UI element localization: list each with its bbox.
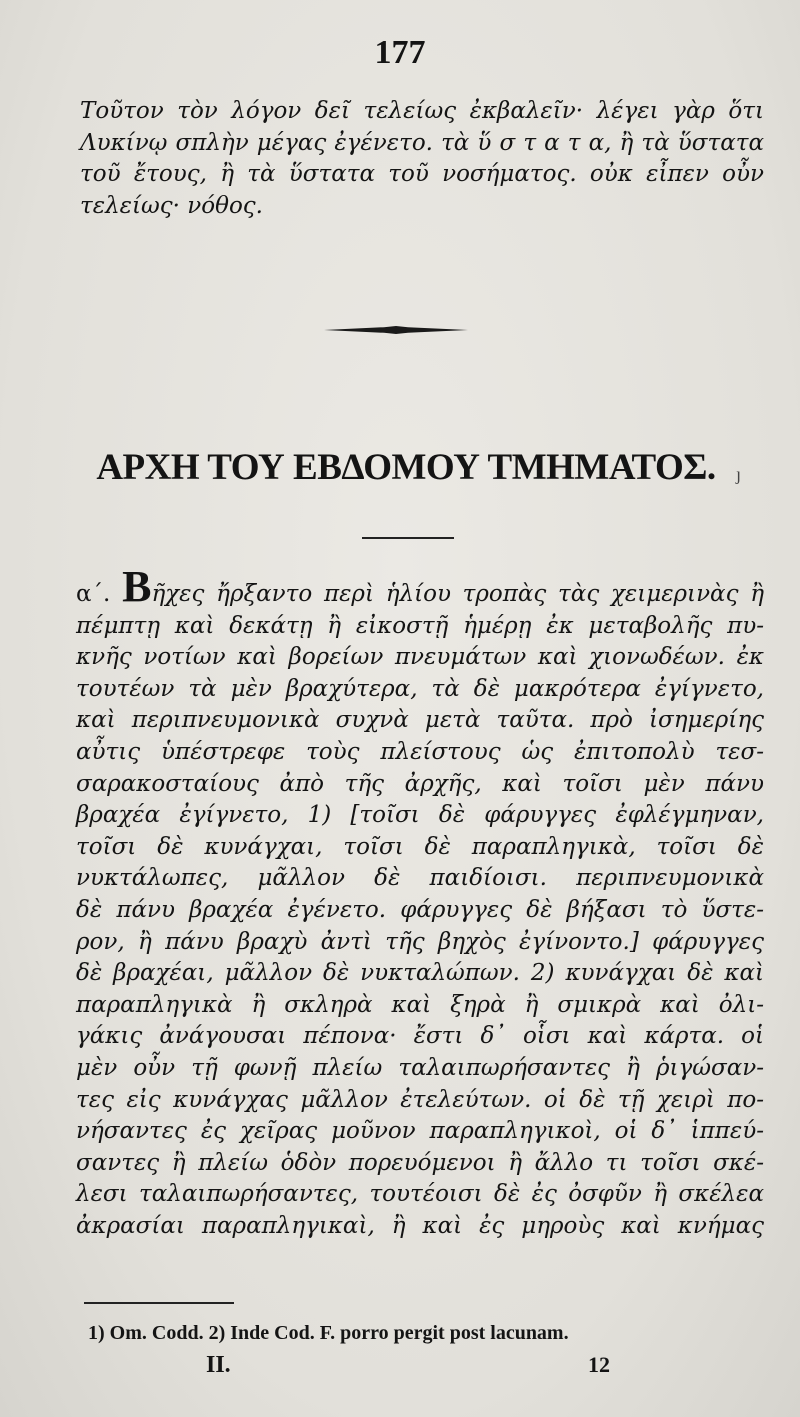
intro-line: Λυκίνῳ σπλὴν μέγας ἐγένετο. τὰ ὕ σ τ α τ α, ἢ τὰ ὕστατα: [80, 129, 764, 156]
drop-cap: Β: [122, 562, 152, 611]
first-line-text: ῆχες ἤρξαντο περὶ ἡλίου τροπὰς τὰς χειμερινὰς ἢ: [151, 581, 765, 607]
main-line: κνῆς νοτίων καὶ βορείων πνευμάτων καὶ χιονωδέων. ἐκ: [76, 644, 764, 671]
footnote-rule: [84, 1302, 234, 1304]
main-line: αὖτις ὑπέστρεφε τοὺς πλείστους ὡς ἐπιτοπολὺ τεσ-: [76, 738, 764, 765]
section-heading: ΑΡΧΗ ΤΟΥ ΕΒΔΟΜΟΥ ΤΜΗΜΑΤΟΣ.: [96, 447, 716, 488]
main-line: σαρακοσταίους ἀπὸ τῆς ἀρχῆς, καὶ τοῖσι μὲν πάνυ: [76, 770, 764, 797]
footnote: 1) Om. Codd. 2) Inde Cod. F. porro pergit post lacunam.: [88, 1322, 569, 1344]
page-number: 177: [374, 34, 426, 71]
intro-paragraph: [80, 96, 764, 222]
divider-ornament: [324, 326, 468, 334]
paragraph-number: α΄.: [76, 581, 111, 607]
intro-line: τοῦ ἔτους, ἢ τὰ ὕστατα τοῦ νοσήματος. οὐκ εἶπεν οὖν: [80, 161, 764, 187]
heading-rule: [362, 537, 454, 539]
main-line: μὲν οὖν τῇ φωνῇ πλείω ταλαιπωρήσαντες ἢ ῥιγώσαν-: [76, 1054, 764, 1081]
signature-mark: II.: [206, 1352, 231, 1378]
main-line: καὶ περιπνευμονικὰ συχνὰ μετὰ ταῦτα. πρὸ ἰσημερίης: [76, 707, 764, 734]
main-line: τουτέων τὰ μὲν βραχύτερα, τὰ δὲ μακρότερα ἐγίγνετο,: [76, 675, 764, 702]
catchword: 12: [588, 1352, 610, 1377]
main-paragraph: [76, 562, 765, 1242]
main-line: νυκτάλωπες, μᾶλλον δὲ παιδίοισι. περιπνευμονικὰ: [76, 865, 764, 892]
main-line: τοῖσι δὲ κυνάγχαι, τοῖσι δὲ παραπληγικὰ, τοῖσι δὲ: [76, 833, 764, 860]
margin-mark: ȷ: [736, 464, 742, 484]
main-line: ρον, ἢ πάνυ βραχὺ ἀντὶ τῆς βηχὸς ἐγίνοντο.] φάρυγγες: [76, 928, 764, 955]
main-first-line: [76, 562, 765, 611]
main-line: γάκις ἀνάγουσαι πέπονα· ἔστι δ᾽ οἷσι καὶ κάρτα. οἱ: [76, 1023, 764, 1050]
main-line: δὲ πάνυ βραχέα ἐγένετο. φάρυγγες δὲ βήξασι τὸ ὕστε-: [76, 896, 764, 923]
intro-line: τελείως· νόθος.: [80, 192, 263, 219]
main-line: παραπληγικὰ ἢ σκληρὰ καὶ ξηρὰ ἢ σμικρὰ καὶ ὀλι-: [76, 991, 764, 1018]
main-line: δὲ βραχέαι, μᾶλλον δὲ νυκταλώπων. 2) κυνάγχαι δὲ καὶ: [76, 960, 764, 987]
main-line: σαντες ἢ πλείω ὁδὸν πορευόμενοι ἢ ἄλλο τι τοῖσι σκέ-: [76, 1149, 764, 1176]
intro-line: Τοῦτον τὸν λόγον δεῖ τελείως ἐκβαλεῖν· λέγει γὰρ ὅτι: [80, 98, 764, 124]
main-line: πέμπτῃ καὶ δεκάτῃ ἢ εἰκοστῇ ἡμέρῃ ἐκ μεταβολῆς πυ-: [76, 612, 764, 639]
main-line: τες εἰς κυνάγχας μᾶλλον ἐτελεύτων. οἱ δὲ τῇ χειρὶ πο-: [76, 1086, 764, 1113]
main-line: ἀκρασίαι παραπληγικαὶ, ἢ καὶ ἐς μηροὺς καὶ κνήμας: [76, 1212, 764, 1239]
main-line: βραχέα ἐγίγνετο, 1) [τοῖσι δὲ φάρυγγες ἐφλέγμηναν,: [76, 802, 764, 829]
main-line: λεσι ταλαιπωρήσαντες, τουτέοισι δὲ ἐς ὀσφῦν ἢ σκέλεα: [76, 1181, 764, 1208]
main-line: νήσαντες ἐς χεῖρας μοῦνον παραπληγικοὶ, οἱ δ᾽ ἱππεύ-: [76, 1118, 764, 1145]
